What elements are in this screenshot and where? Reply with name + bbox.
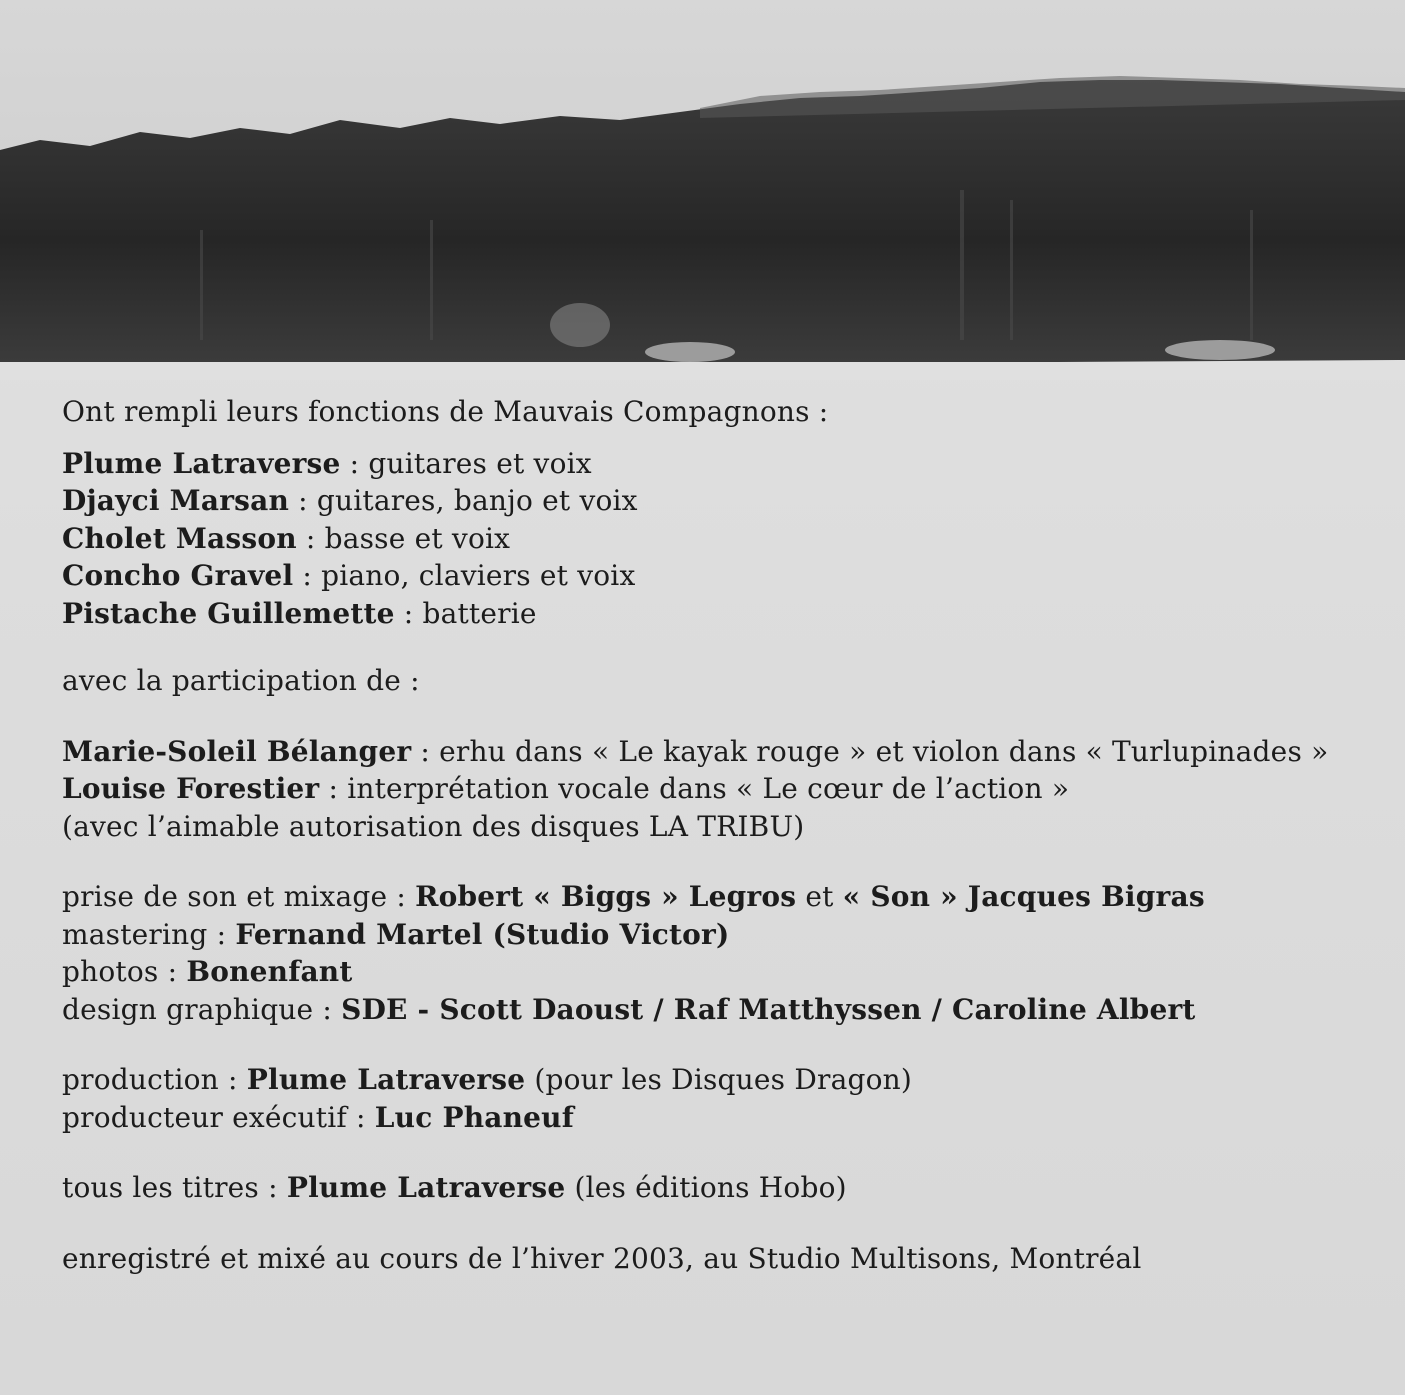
credit-value: Bonenfant <box>186 955 353 988</box>
snowy-bush <box>550 303 610 347</box>
member-role: : batterie <box>394 596 537 630</box>
credit-joiner: et <box>796 880 843 913</box>
technical-credits <box>62 878 1382 1028</box>
member-role: : piano, claviers et voix <box>293 559 636 592</box>
guest-role: : interprétation vocale dans « Le cœur de l’action » <box>319 772 1070 805</box>
member-role: : basse et voix <box>296 521 511 555</box>
member-name: Plume Latraverse <box>62 446 341 480</box>
production-credits <box>62 1061 1382 1136</box>
mastering-credit <box>62 916 1382 954</box>
member-line <box>62 482 1382 520</box>
credit-value: Luc Phaneuf <box>374 1100 574 1134</box>
guest-name: Louise Forestier <box>62 772 320 805</box>
member-name: Cholet Masson <box>62 521 297 555</box>
credit-value: Plume Latraverse <box>286 1171 566 1204</box>
member-name: Pistache Guillemette <box>62 596 395 630</box>
credit-suffix: (les éditions Hobo) <box>565 1171 847 1204</box>
guest-name: Marie-Soleil Bélanger <box>62 734 412 768</box>
guest-line <box>62 733 1382 771</box>
production-credit <box>62 1061 1382 1099</box>
member-line <box>62 557 1382 595</box>
credit-value: Fernand Martel (Studio Victor) <box>235 917 730 951</box>
guest-line <box>62 770 1382 808</box>
sound-credit <box>62 878 1382 916</box>
credit-label: production : <box>62 1063 247 1096</box>
member-name: Djayci Marsan <box>62 484 290 517</box>
photos-credit <box>62 953 1382 991</box>
credit-label: prise de son et mixage : <box>62 880 416 913</box>
intro-line: Ont rempli leurs fonctions de Mauvais Compagnons : <box>62 395 829 428</box>
participation-heading: avec la participation de : <box>62 664 420 697</box>
snow-patch <box>645 342 735 362</box>
credit-label: design graphique : <box>62 992 342 1026</box>
titles-credit <box>62 1169 1382 1207</box>
credit-value: « Son » Jacques Bigras <box>842 880 1205 913</box>
member-line <box>62 595 1382 633</box>
members-list <box>62 445 1382 633</box>
member-role: : guitares et voix <box>340 446 592 480</box>
guests-list <box>62 733 1382 846</box>
member-role: : guitares, banjo et voix <box>289 484 638 517</box>
credit-value: Plume Latraverse <box>246 1063 526 1096</box>
credit-suffix: (pour les Disques Dragon) <box>525 1063 913 1096</box>
credit-label: photos : <box>62 955 187 988</box>
guest-note: (avec l’aimable autorisation des disques LA TRIBU) <box>62 809 805 843</box>
member-name: Concho Gravel <box>62 559 294 592</box>
member-line <box>62 520 1382 558</box>
member-line <box>62 445 1382 483</box>
recording-note: enregistré et mixé au cours de l’hiver 2003, au Studio Multisons, Montréal <box>62 1241 1142 1275</box>
credit-label: producteur exécutif : <box>62 1100 375 1134</box>
credits-text <box>62 393 1382 1277</box>
credit-value: Robert « Biggs » Legros <box>415 880 797 913</box>
credit-label: tous les titres : <box>62 1171 287 1204</box>
winter-landscape-photo <box>0 0 1405 380</box>
design-credit <box>62 991 1382 1029</box>
landscape-image <box>0 0 1405 380</box>
guest-role: : erhu dans « Le kayak rouge » et violon dans « Turlupinades » <box>411 734 1329 768</box>
executive-producer-credit <box>62 1099 1382 1137</box>
snow-patch-right <box>1165 340 1275 360</box>
credit-label: mastering : <box>62 917 236 951</box>
credit-value: SDE - Scott Daoust / Raf Matthyssen / Caroline Albert <box>341 992 1196 1026</box>
